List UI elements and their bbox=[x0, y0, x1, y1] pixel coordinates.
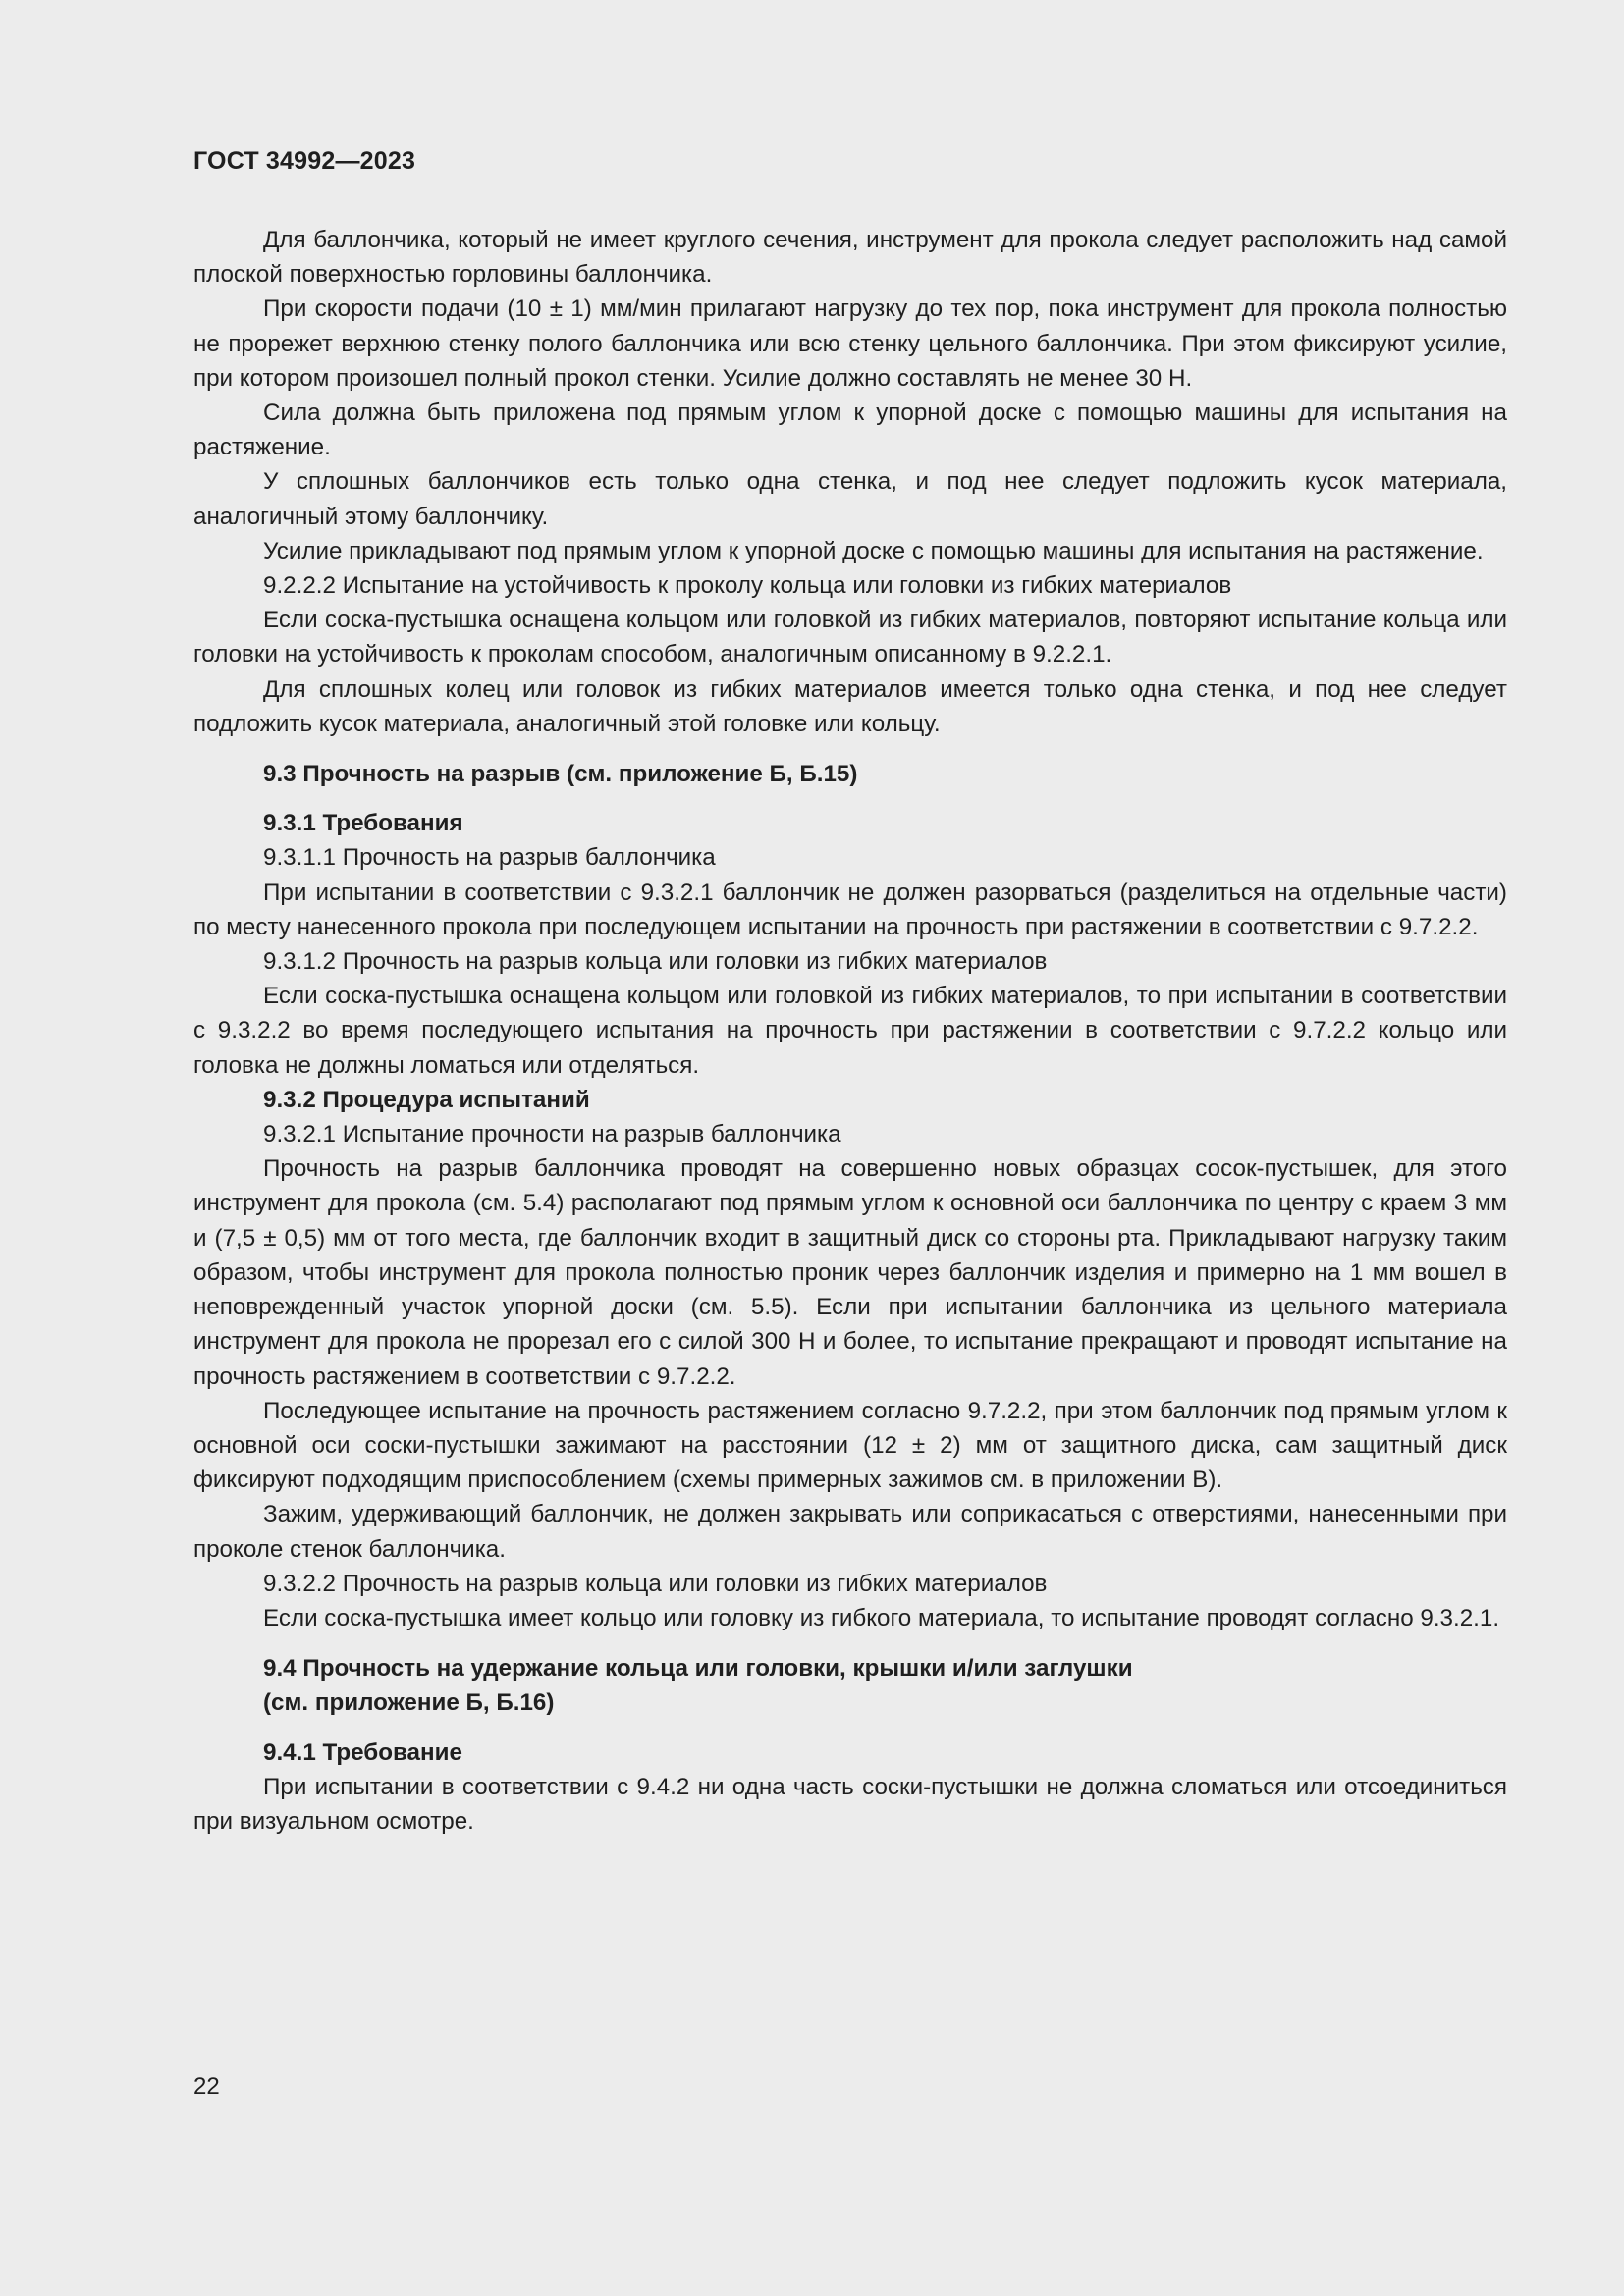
page-number: 22 bbox=[193, 2073, 220, 2100]
paragraph: Если соска-пустышка оснащена кольцом или головкой из гибких материалов, повторяют испытание кольца или головки на устойчивость к проколам способом, аналогичным описанному в 9.2.2.1. bbox=[193, 607, 1507, 668]
section-heading-9-4 bbox=[193, 1651, 1507, 1720]
document-body bbox=[193, 223, 1507, 1839]
paragraph: При испытании в соответствии с 9.3.2.1 баллончик не должен разорваться (разделиться на отдельные части) по месту нанесенного прокола при последующем испытании на прочность при растяжении в соответствии с 9.7.2.2. bbox=[193, 879, 1507, 940]
paragraph: Для баллончика, который не имеет круглого сечения, инструмент для прокола следует расположить над самой плоской поверхностью горловины баллончика. bbox=[193, 227, 1507, 289]
paragraph: Если соска-пустышка оснащена кольцом или головкой из гибких материалов, то при испытании в соответствии с 9.3.2.2 во время последующего испытания на прочность при растяжении в соответствии с 9.7.2.2 кольцо или головка не должны ломаться или отделяться. bbox=[193, 983, 1507, 1079]
section-heading-9-3: 9.3 Прочность на разрыв (см. приложение Б, Б.15) bbox=[263, 761, 858, 788]
section-heading-9-4-line1: 9.4 Прочность на удержание кольца или головки, крышки и/или заглушки bbox=[263, 1655, 1133, 1682]
paragraph: Последующее испытание на прочность растяжением согласно 9.7.2.2, при этом баллончик под прямым углом к основной оси соски-пустышки зажимают на расстоянии (12 ± 2) мм от защитного диска, сам защитный диск фиксируют подходящим приспособлением (схемы примерных зажимов см. в приложении В). bbox=[193, 1397, 1507, 1494]
paragraph: При испытании в соответствии с 9.4.2 ни одна часть соски-пустышки не должна сломаться или отсоединиться при визуальном осмотре. bbox=[193, 1773, 1507, 1835]
paragraph: Сила должна быть приложена под прямым углом к упорной доске с помощью машины для испытания на растяжение. bbox=[193, 400, 1507, 461]
paragraph: Усилие прикладывают под прямым углом к упорной доске с помощью машины для испытания на растяжение. bbox=[263, 537, 1484, 564]
paragraph: Прочность на разрыв баллончика проводят на совершенно новых образцах сосок-пустышек, для этого инструмент для прокола (см. 5.4) располагают под прямым углом к основной оси баллончика по центру с краем 3 мм и (7,5 ± 0,5) мм от того места, где баллончик входит в защитный диск со стороны рта. Прикладывают нагрузку таким образом, чтобы инструмент для прокола полностью проник через баллончик изделия и примерно на 1 мм вошел в неповрежденный участок упорной доски (см. 5.5). Если при испытании баллончика из цельного материала инструмент для прокола не прорезал его с силой 300 Н и более, то испытание прекращают и проводят испытание на прочность растяжением в соответствии с 9.7.2.2. bbox=[193, 1155, 1507, 1390]
paragraph: Зажим, удерживающий баллончик, не должен закрывать или соприкасаться с отверстиями, нанесенными при проколе стенок баллончика. bbox=[193, 1501, 1507, 1563]
subsection-title: 9.3.2.2 Прочность на разрыв кольца или головки из гибких материалов bbox=[263, 1570, 1048, 1597]
section-heading-9-3-2: 9.3.2 Процедура испытаний bbox=[263, 1086, 590, 1113]
paragraph: Если соска-пустышка имеет кольцо или головку из гибкого материала, то испытание проводят согласно 9.3.2.1. bbox=[263, 1604, 1500, 1631]
section-heading-9-4-1: 9.4.1 Требование bbox=[263, 1738, 462, 1766]
paragraph: У сплошных баллончиков есть только одна стенка, и под нее следует подложить кусок материала, аналогичный этому баллончику. bbox=[193, 468, 1507, 530]
subsection-title: 9.2.2.2 Испытание на устойчивость к проколу кольца или головки из гибких материалов bbox=[263, 572, 1232, 600]
subsection-title: 9.3.2.1 Испытание прочности на разрыв баллончика bbox=[263, 1121, 841, 1148]
paragraph: Для сплошных колец или головок из гибких материалов имеется только одна стенка, и под нее следует подложить кусок материала, аналогичный этой головке или кольцу. bbox=[193, 675, 1507, 737]
subsection-title: 9.3.1.2 Прочность на разрыв кольца или головки из гибких материалов bbox=[263, 948, 1048, 976]
section-heading-9-3-1: 9.3.1 Требования bbox=[263, 810, 463, 837]
document-header: ГОСТ 34992—2023 bbox=[193, 147, 416, 175]
section-heading-9-4-line2: (см. приложение Б, Б.16) bbox=[263, 1689, 555, 1717]
subsection-title: 9.3.1.1 Прочность на разрыв баллончика bbox=[263, 844, 716, 872]
paragraph: При скорости подачи (10 ± 1) мм/мин прилагают нагрузку до тех пор, пока инструмент для прокола полностью не прорежет верхнюю стенку полого баллончика или всю стенку цельного баллончика. При этом фиксируют усилие, при котором произошел полный прокол стенки. Усилие должно составлять не менее 30 Н. bbox=[193, 295, 1507, 392]
